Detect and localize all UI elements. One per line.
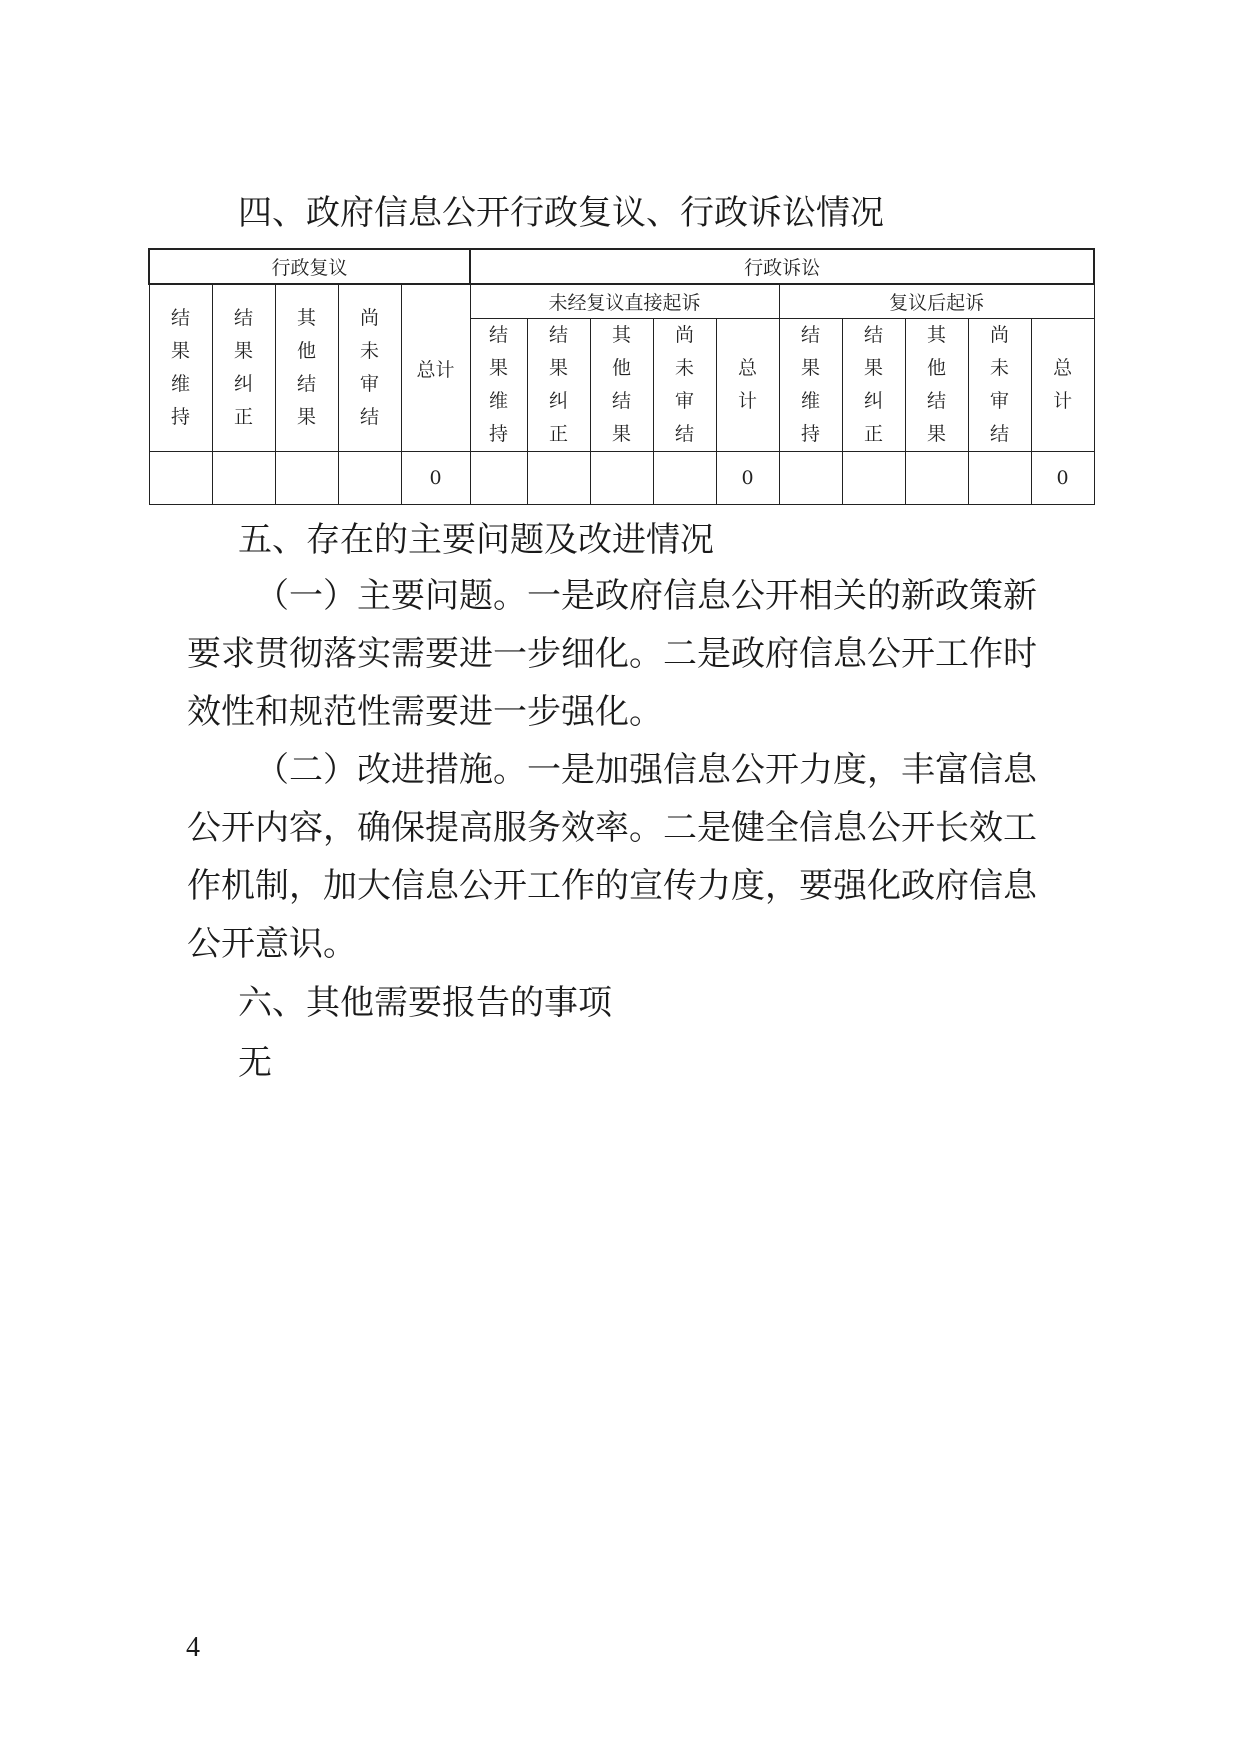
review-col-pending: 尚未审结	[338, 284, 401, 452]
after-maintained-value	[779, 452, 842, 505]
main-problems-paragraph: （一）主要问题。一是政府信息公开相关的新政策新要求贯彻落实需要进一步细化。二是政府信息公开工作时效性和规范性需要进一步强化。	[187, 576, 1037, 732]
after-other-value	[905, 452, 968, 505]
direct-pending-value	[653, 452, 716, 505]
review-total-value: 0	[401, 452, 470, 505]
section-6-heading: 六、其他需要报告的事项	[238, 983, 612, 1023]
review-other-value	[275, 452, 338, 505]
admin-litigation-header: 行政诉讼	[470, 249, 1094, 284]
direct-total-value: 0	[716, 452, 779, 505]
after-col-corrected: 结果纠正	[842, 319, 905, 452]
review-pending-value	[338, 452, 401, 505]
after-pending-value	[968, 452, 1031, 505]
after-col-pending: 尚未审结	[968, 319, 1031, 452]
direct-col-other: 其他结果	[590, 319, 653, 452]
section-5-heading: 五、存在的主要问题及改进情况	[238, 520, 714, 560]
after-corrected-value	[842, 452, 905, 505]
review-col-corrected: 结果纠正	[212, 284, 275, 452]
after-total-value: 0	[1031, 452, 1094, 505]
after-col-maintained: 结果维持	[779, 319, 842, 452]
direct-corrected-value	[527, 452, 590, 505]
review-maintained-value	[149, 452, 212, 505]
direct-col-corrected: 结果纠正	[527, 319, 590, 452]
direct-other-value	[590, 452, 653, 505]
section-4-heading: 四、政府信息公开行政复议、行政诉讼情况	[238, 193, 884, 233]
page-number: 4	[186, 1632, 200, 1663]
review-col-total: 总计	[401, 284, 470, 452]
section-6-body: 无	[238, 1043, 272, 1083]
direct-col-maintained: 结果维持	[470, 319, 527, 452]
review-corrected-value	[212, 452, 275, 505]
review-col-other: 其他结果	[275, 284, 338, 452]
review-litigation-table	[148, 248, 1095, 505]
improvement-measures-paragraph: （二）改进措施。一是加强信息公开力度，丰富信息公开内容，确保提高服务效率。二是健全信息公开长效工作机制，加大信息公开工作的宣传力度，要强化政府信息公开意识。	[187, 750, 1037, 964]
direct-maintained-value	[470, 452, 527, 505]
direct-suit-header: 未经复议直接起诉	[470, 284, 779, 319]
admin-review-header: 行政复议	[149, 249, 470, 284]
after-review-header: 复议后起诉	[779, 284, 1094, 319]
review-col-maintained: 结果维持	[149, 284, 212, 452]
direct-col-total: 总计	[716, 319, 779, 452]
after-col-other: 其他结果	[905, 319, 968, 452]
after-col-total: 总计	[1031, 319, 1094, 452]
direct-col-pending: 尚未审结	[653, 319, 716, 452]
